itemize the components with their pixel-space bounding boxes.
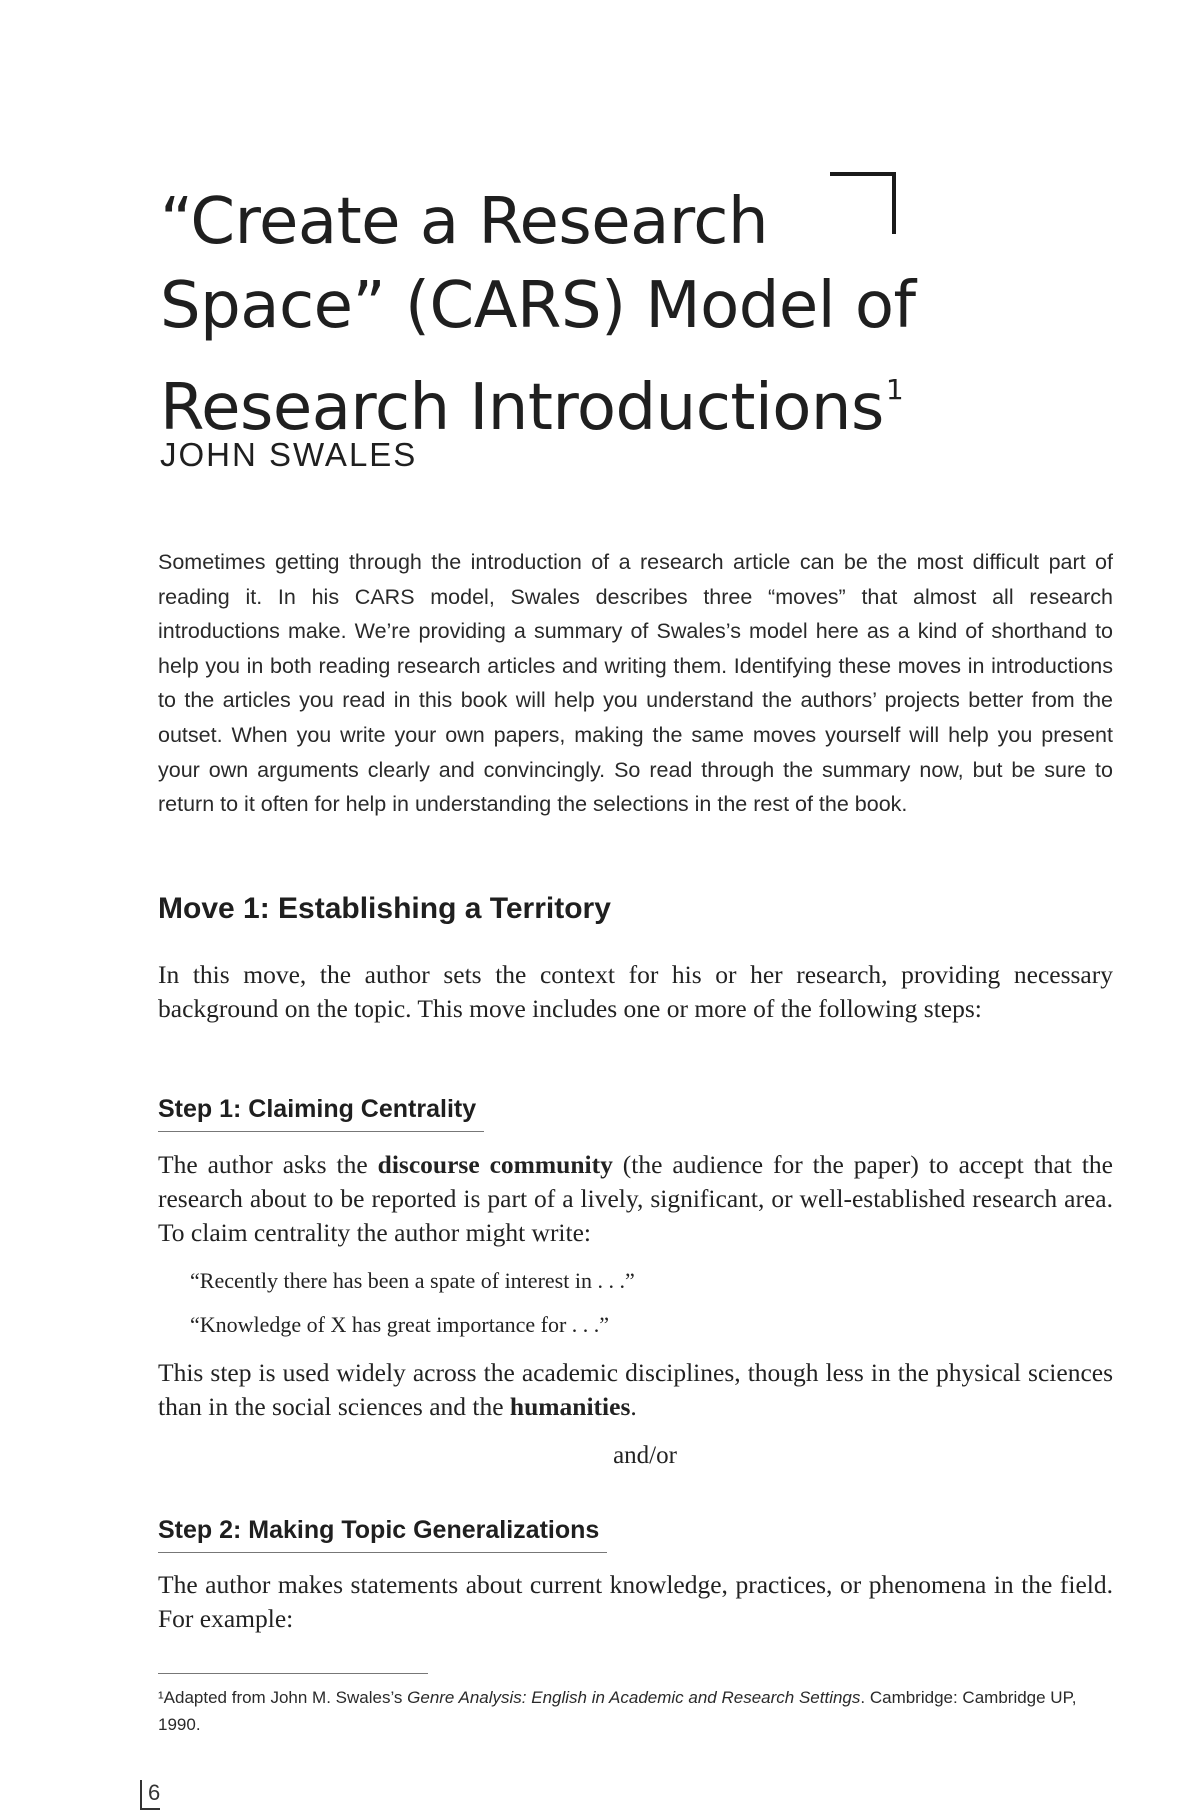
step1-quote-2: “Knowledge of X has great importance for . . .” (190, 1312, 610, 1337)
step1-bold-term: discourse community (377, 1150, 613, 1179)
step1-after-end: . (630, 1392, 637, 1421)
footnote-book-title: Genre Analysis: English in Academic and Research Settings (407, 1688, 861, 1707)
page-title (160, 180, 960, 450)
page-number: 6 (140, 1780, 160, 1810)
and-or-connector: and/or (613, 1442, 677, 1469)
step1-heading: Step 1: Claiming Centrality (158, 1095, 477, 1123)
step1-after-bold: humanities (509, 1392, 631, 1421)
step2-heading: Step 2: Making Topic Generalizations (158, 1516, 600, 1544)
title-line-2: Space” (CARS) Model of (160, 269, 916, 343)
footnote (158, 1684, 1113, 1738)
title-line-3-text: Research Introductions (160, 371, 884, 445)
move1-heading: Move 1: Establishing a Territory (158, 892, 611, 925)
title-line-1: “Create a Research (160, 185, 768, 259)
move1-paragraph: In this move, the author sets the context for his or her research, providing necessary background on the topic. This move includes one or more of the following steps: (158, 960, 1113, 1023)
step1-text-after: (the audience for the paper) to accept that the research about to be reported is part of a lively, significant, or well-established research area. To claim centrality the author might write: (158, 1150, 1113, 1247)
step1-after-paragraph (158, 1356, 1113, 1424)
title-footnote-marker: 1 (885, 373, 904, 406)
step1-paragraph (158, 1148, 1113, 1250)
title-line-3 (160, 348, 960, 450)
footnote-prefix: ¹Adapted from John M. Swales’s (158, 1688, 408, 1707)
step2-paragraph: The author makes statements about current knowledge, practices, or phenomena in the field. For example: (158, 1570, 1113, 1633)
footnote-divider (158, 1673, 428, 1674)
footnote-suffix: . Cambridge: Cambridge UP, 1990. (158, 1688, 1077, 1734)
step1-after-before: This step is used widely across the academic disciplines, though less in the physical sciences than in the social sciences and the (158, 1358, 1113, 1421)
intro-paragraph: Sometimes getting through the introduction of a research article can be the most difficult part of reading it. In his CARS model, Swales describes three “moves” that almost all research introductions make. We’re providing a summary of Swales’s model here as a kind of shorthand to help you in both reading research articles and writing them. Identifying these moves in introductions to the articles you read in this book will help you understand the authors’ projects better from the outset. When you write your own papers, making the same moves yourself will help you present your own arguments clearly and convincingly. So read through the summary now, but be sure to return to it often for help in understanding the selections in the rest of the book. (158, 550, 1113, 817)
step1-text-before: The author asks the (158, 1150, 378, 1179)
step1-quote-1: “Recently there has been a spate of interest in . . .” (190, 1268, 635, 1293)
author-name: JOHN SWALES (160, 436, 418, 473)
